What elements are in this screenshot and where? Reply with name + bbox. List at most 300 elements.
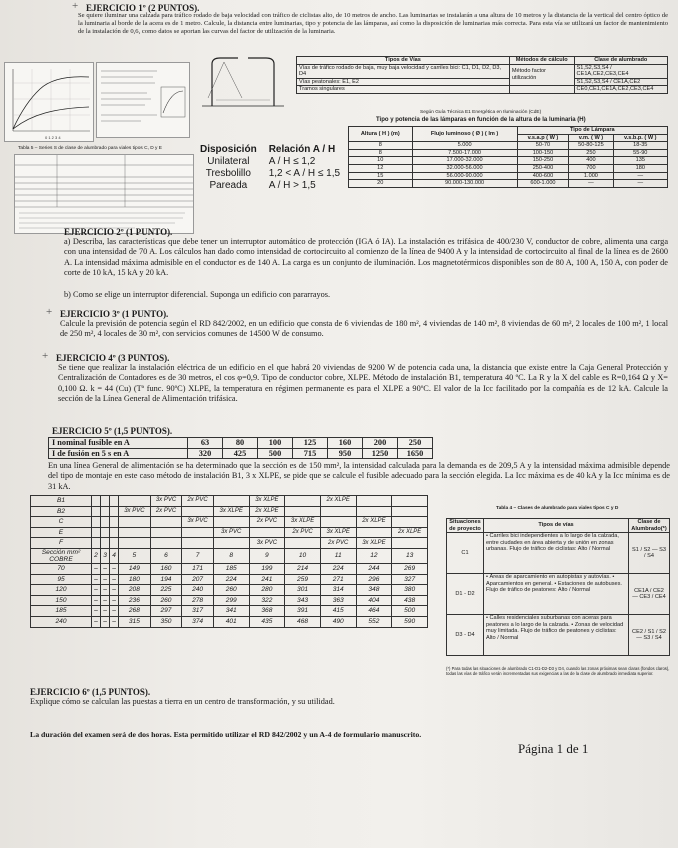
cable-column-number: 13: [392, 548, 428, 563]
cable-section-row: [31, 585, 428, 596]
cable-cell: 160: [150, 563, 182, 574]
cable-method-cell: [92, 506, 101, 517]
cable-cell: 194: [150, 574, 182, 585]
cable-cell: 404: [356, 595, 392, 606]
clases-situation: D1 - D2: [447, 574, 484, 615]
lamp-cell: 5.000: [412, 142, 517, 150]
cable-method-cell: [249, 527, 285, 538]
cable-cell: 208: [119, 585, 151, 596]
cable-cell: 296: [356, 574, 392, 585]
cable-cell: 225: [150, 585, 182, 596]
cable-method-cell: [92, 527, 101, 538]
cable-cell: 268: [119, 606, 151, 617]
cable-method-cell: [92, 496, 101, 507]
cable-cell: –: [101, 563, 110, 574]
cable-method-row: [31, 506, 428, 517]
clases-table-body: [447, 533, 670, 656]
lamp-cell: 400: [569, 157, 613, 165]
cable-cell: 368: [249, 606, 285, 617]
cable-method-cell: [356, 506, 392, 517]
ex6-title: EJERCICIO 6º (1,5 PUNTOS).: [30, 687, 151, 697]
cable-method-cell: [110, 496, 119, 507]
disposicion-table: [194, 144, 346, 192]
vias-header-1: Métodos de cálculo: [509, 57, 574, 65]
cable-method-cell: [101, 496, 110, 507]
cable-cell: 70: [31, 563, 92, 574]
fuse-table: [48, 437, 433, 459]
cable-cell: 314: [320, 585, 356, 596]
lamp-cell: 18-35: [613, 142, 667, 150]
page-number: Página 1 de 1: [518, 741, 589, 756]
lamp-cell: 90.000-130.000: [412, 180, 517, 188]
fuse-cell: 425: [223, 448, 258, 459]
cable-cell: 348: [356, 585, 392, 596]
cable-method-cell: 3x XLPE: [356, 538, 392, 549]
cable-method-cell: [119, 496, 151, 507]
cable-cell: 240: [182, 585, 214, 596]
cable-cell: 415: [320, 606, 356, 617]
lamp-table-body: [349, 142, 668, 188]
clases-table: [446, 518, 670, 656]
cable-cell: –: [110, 563, 119, 574]
cable-cell: 224: [320, 563, 356, 574]
ex3-title: EJERCICIO 3º (1 PUNTO).: [60, 309, 169, 319]
cable-cell: –: [92, 606, 101, 617]
cable-cell: 95: [31, 574, 92, 585]
clases-situation: C1: [447, 533, 484, 574]
clases-class: CE2 / S1 / S2 — S3 / S4: [629, 615, 670, 656]
cable-cell: 185: [31, 606, 92, 617]
lamp-cell: 20: [349, 180, 413, 188]
cable-cell: 317: [182, 606, 214, 617]
cable-method-cell: [392, 517, 428, 528]
clases-description: • Calles residenciales suburbanas con aceras para peatones a lo largo de la calzada. • Zonas de velocidad muy limitada. Flujo de tráfico de peatones y ciclistas: Alto / Normal: [484, 615, 629, 656]
lamp-cell: 55-90: [613, 149, 667, 157]
lamp-table-row: [349, 142, 668, 150]
cable-cell: –: [110, 595, 119, 606]
lamp-header-4: v.s.b.p. ( W ): [613, 134, 667, 142]
cable-method-cell: [119, 538, 151, 549]
cable-cell: –: [92, 563, 101, 574]
cable-cell: –: [101, 606, 110, 617]
cable-cell: 327: [392, 574, 428, 585]
fuse-cell: 1250: [363, 448, 398, 459]
cable-method-cell: [320, 517, 356, 528]
cable-method-cell: [110, 538, 119, 549]
lamp-table-row: [349, 149, 668, 157]
cable-cell: 490: [320, 616, 356, 627]
lamp-caption1: Según Guía Técnica E1 Energética en Iluminación (CdE): [420, 110, 542, 115]
cable-method-cell: [392, 506, 428, 517]
cable-method-cell: [182, 527, 214, 538]
cable-cell: 244: [356, 563, 392, 574]
cable-cell: 590: [392, 616, 428, 627]
cable-cell: –: [92, 595, 101, 606]
cable-cell: 180: [119, 574, 151, 585]
fuse-cell: 320: [188, 448, 223, 459]
lamp-cell: —: [613, 180, 667, 188]
cable-method-cell: 2x PVC: [285, 527, 321, 538]
fuse-row: [49, 438, 433, 449]
cable-method-cell: 2x XLPE: [320, 496, 356, 507]
cable-cell: 224: [213, 574, 249, 585]
cable-cell: 199: [249, 563, 285, 574]
lamp-cell: 12: [349, 164, 413, 172]
margin-cross-mark: +: [46, 306, 53, 318]
cable-cell: 315: [119, 616, 151, 627]
cable-cell: 343: [285, 595, 321, 606]
cable-method-cell: [150, 538, 182, 549]
lamp-cell: —: [569, 180, 613, 188]
lamp-cell: 50-70: [517, 142, 569, 150]
vias-cell: Vías de tráfico rodado de baja, muy baja velocidad y carriles bici: C1, D1, D2, D3, D4: [297, 64, 510, 78]
cable-cell: 207: [182, 574, 214, 585]
cable-column-number: 5: [119, 548, 151, 563]
disposicion-cell: A / H ≤ 1,2: [268, 156, 316, 167]
disposicion-cell: A / H > 1,5: [268, 180, 316, 191]
vias-header-0: Tipos de Vías: [297, 57, 510, 65]
cable-method-cell: [285, 506, 321, 517]
cable-method-cell: 3x PVC: [119, 506, 151, 517]
clases-situation: D3 - D4: [447, 615, 484, 656]
cable-method-cell: [213, 496, 249, 507]
lamp-cell: 250: [569, 149, 613, 157]
cable-method-cell: 3x XLPE: [213, 506, 249, 517]
lamp-group-header: Tipo de Lámpara: [517, 127, 667, 135]
ex6-body: Explique cómo se calculan las puestas a tierra en un centro de transformación, y su utilidad.: [30, 697, 335, 706]
lamp-cell: 180: [613, 164, 667, 172]
lamp-cell: 135: [613, 157, 667, 165]
cable-table-body: [31, 496, 428, 628]
cable-cell: 401: [213, 616, 249, 627]
lamp-cell: 56.000-90.000: [412, 172, 517, 180]
cable-cell: –: [92, 574, 101, 585]
cable-method-cell: [150, 517, 182, 528]
clases-header-0: Situaciones de proyecto: [447, 519, 484, 533]
cable-method-cell: [110, 517, 119, 528]
cable-method-cell: [213, 538, 249, 549]
clases-row: [447, 574, 670, 615]
cable-cell: 241: [249, 574, 285, 585]
lamp-cell: 32.000-56.000: [412, 164, 517, 172]
lamp-cell: 8: [349, 142, 413, 150]
cable-method-cell: [392, 496, 428, 507]
cable-cell: 150: [31, 595, 92, 606]
lamp-table-row: [349, 180, 668, 188]
cable-method-cell: 3x XLPE: [249, 496, 285, 507]
cable-capacity-table: [30, 495, 428, 628]
disposicion-header-0: Disposición: [200, 144, 257, 155]
lamp-header-2: v.s.a.p ( W ): [517, 134, 569, 142]
cable-method-cell: 2x PVC: [150, 506, 182, 517]
cable-column-number: 4: [110, 548, 119, 563]
ex5-body: En una línea General de alimentación se ha determinado que la sección es de 150 mm², la intensidad calculada para la demanda es de 209,5 A y la intensidad máxima admisible depende del tipo de montaje en este caso método de instalación B1, 3 x XLPE, se pide que se calcule el fusible adecuado para la sección elegida. La Icc máxima es de 40 kA y la Icc mínima es de 31 kA.: [48, 461, 670, 491]
cable-method-label: F: [31, 538, 92, 549]
cable-method-cell: [101, 538, 110, 549]
lamp-table: [348, 126, 668, 188]
cable-method-cell: [182, 538, 214, 549]
cable-method-cell: 3x XLPE: [320, 527, 356, 538]
cable-column-number: 12: [356, 548, 392, 563]
cable-cell: 438: [392, 595, 428, 606]
cable-cell: 380: [392, 585, 428, 596]
cable-cell: 280: [249, 585, 285, 596]
cable-cell: 240: [31, 616, 92, 627]
cable-cell: 214: [285, 563, 321, 574]
cable-method-cell: [150, 527, 182, 538]
cable-column-number: 3: [101, 548, 110, 563]
cable-method-cell: [110, 527, 119, 538]
fuse-cell: 1650: [398, 448, 433, 459]
cable-column-number: 2: [92, 548, 101, 563]
cable-method-label: E: [31, 527, 92, 538]
clases-row: [447, 615, 670, 656]
cable-cell: 500: [392, 606, 428, 617]
cable-cell: –: [101, 595, 110, 606]
fuse-cell: 950: [328, 448, 363, 459]
cable-cell: 435: [249, 616, 285, 627]
disposicion-cell: Pareada: [209, 180, 248, 191]
lamp-cell: 8: [349, 149, 413, 157]
cable-method-cell: [119, 527, 151, 538]
clases-header-2: Clase de Alumbrado(*): [629, 519, 670, 533]
ex2-part-a: a) Describa, las características que debe tener un interruptor automático de protección (IGA ó IA). La instalación es trifásica de 400/230 V, conductor de cobre, alimenta una carga con una intensidad de 70 A. Los cálculos han dado como intensidad de cortocircuito al comienzo de la línea de 9400 A y la intensidad de cortocircuito al final de la línea es de 2600 A. La intensidad máxima admisible en el conductor es de 140 A. La carga es un conjunto de iluminación. Los magnetotérmicos disponibles son de 80 A, 100 A, 150 A, con poder de corte de 10 kA, 15 kA y 20 kA.: [64, 237, 668, 277]
cable-method-cell: [213, 517, 249, 528]
ex1-body: Se quiere iluminar una calzada para tráfico rodado de baja velocidad con tráfico de ciclistas alto, de 10 metros de ancho. Las luminarias se instalarán a una altura de 10 metros y la distancia de la vertical del centro óptico de la luminaria al borde de la acera es de 1 metro. Calcule, la distancia entre luminarias, tipo y potencia de las lámparas, así como la disposición de luminarias más correcta. Para esta vía se utilizará un factor de mantenimiento de la instalación de 0,6, como datos se aportan las curvas del factor de utilización de la luminaria.: [78, 12, 668, 35]
lamp-cell: 50-80-125: [569, 142, 613, 150]
lamp-cell: 100-150: [517, 149, 569, 157]
cable-method-row: [31, 527, 428, 538]
lamp-cell: 17.000-32.000: [412, 157, 517, 165]
ex3-body: Calcule la previsión de potencia según el RD 842/2002, en un edificio que consta de 6 viviendas de 180 m², 4 viviendas de 140 m², 8 viviendas de 60 m², 2 locales de 100 m², 1 local de 250 m², 4 locales de 30 m², con servicios comunes de 14500 W de consumo.: [60, 319, 668, 339]
vias-cell: CE0,CE1,CE1A,CE2,CE3,CE4: [574, 86, 667, 94]
lamp-cell: 700: [569, 164, 613, 172]
cable-method-cell: 2x PVC: [320, 538, 356, 549]
cable-method-cell: [285, 496, 321, 507]
vias-cell: Método factor utilización: [509, 64, 574, 86]
vias-cell: Vías peatonales: E1, E2: [297, 78, 510, 86]
fuse-row-label: I nominal fusible en A: [49, 438, 188, 449]
ex1-title: EJERCICIO 1º (2 PUNTOS).: [86, 3, 200, 13]
cable-method-row: [31, 538, 428, 549]
cable-cell: –: [110, 616, 119, 627]
luminaire-data-figure: [96, 62, 190, 138]
ex2-part-b: b) Como se elige un interruptor diferencial. Suponga un edificio con pararrayos.: [64, 290, 331, 299]
section-label-text: Sección mm²: [41, 548, 81, 556]
vias-cell: Tramos singulares: [297, 86, 510, 94]
cable-method-cell: [101, 506, 110, 517]
cable-method-label: C: [31, 517, 92, 528]
cobre-label-text: COBRE: [49, 555, 73, 563]
lamp-cell: 7.500-17.000: [412, 149, 517, 157]
cable-cell: –: [101, 616, 110, 627]
fuse-cell: 200: [363, 438, 398, 449]
lamp-cell: 150-250: [517, 157, 569, 165]
fuse-cell: 500: [258, 448, 293, 459]
ex4-title: EJERCICIO 4º (3 PUNTOS).: [56, 353, 170, 363]
cable-column-header-row: [31, 548, 428, 563]
cable-method-cell: [320, 506, 356, 517]
cable-cell: 171: [182, 563, 214, 574]
ex5-title: EJERCICIO 5º (1,5 PUNTOS).: [52, 426, 173, 436]
cable-method-cell: [92, 517, 101, 528]
cable-cell: 341: [213, 606, 249, 617]
fuse-cell: 160: [328, 438, 363, 449]
cable-method-cell: 2x XLPE: [392, 527, 428, 538]
cable-cell: 260: [213, 585, 249, 596]
cable-section-row: [31, 595, 428, 606]
cable-cell: –: [110, 574, 119, 585]
cable-cell: 259: [285, 574, 321, 585]
lamp-header-0: Altura ( H ) (m): [349, 127, 413, 142]
cable-cell: –: [110, 585, 119, 596]
lamp-cell: 15: [349, 172, 413, 180]
cable-cell: 552: [356, 616, 392, 627]
cable-column-number: 11: [320, 548, 356, 563]
vias-cell: S1,S2,S3,S4 / CE1A,CE2,CE3,CE4: [574, 64, 667, 78]
utilization-curve-figure: [4, 62, 94, 142]
lamp-cell: 250-400: [517, 164, 569, 172]
cable-section-row: [31, 563, 428, 574]
cable-column-number: 10: [285, 548, 321, 563]
clases-note: (*) Para todas las situaciones de alumbrado C1-D1-D2-D3 y D4, cuando las zonas próximas sean claras (fondos claros), todas las vías de tráfico verán incrementadas sus exigencias a las de la clase de alumbrado inmediata superior.: [446, 666, 670, 676]
cable-method-cell: 2x XLPE: [356, 517, 392, 528]
svg-text:0 1 2 3 4: 0 1 2 3 4: [45, 135, 61, 140]
cable-method-cell: 2x PVC: [182, 496, 214, 507]
disposicion-cell: Tresbolillo: [205, 168, 251, 179]
cable-method-cell: 3x PVC: [182, 517, 214, 528]
fuse-row: [49, 448, 433, 459]
cable-method-cell: 2x PVC: [249, 517, 285, 528]
cable-cell: 301: [285, 585, 321, 596]
cable-cell: 278: [182, 595, 214, 606]
vias-cell: [509, 86, 574, 94]
cable-cell: 464: [356, 606, 392, 617]
clases-description: • Carriles bici independientes a lo largo de la calzada, entre ciudades en área abierta y de unión en zonas urbanas. Flujo de tráfico de ciclistas: Alto / Normal: [484, 533, 629, 574]
cable-cell: 299: [213, 595, 249, 606]
cable-section-label: [31, 548, 92, 563]
table5-figure: [14, 154, 194, 234]
clases-class: S1 / S2 — S3 / S4: [629, 533, 670, 574]
lamp-table-row: [349, 157, 668, 165]
cable-method-cell: [285, 538, 321, 549]
cable-cell: 297: [150, 606, 182, 617]
lamp-cell: 400-600: [517, 172, 569, 180]
ex4-body: Se tiene que realizar la instalación eléctrica de un edificio en el que habrá 20 viviendas de 9200 W de potencia cada una, la distancia que existe entre la Caja General Protección y Centralización de Contadores es de 30 metros, el cos φ=0,9. Tipo de conductor cobre, XLPE. Método de instalación B1, temperatura 40 ºC. La R y la X del cable es R=0,164 Ω y X= 0,100 Ω. k = 44 (Cu) (Tª func. 90ºC) XLPE, la temperatura en régimen permanente es para el XLPE a 90ºC. El valor de la Icc facilitado por la compañía es de 12 kA. Calcule la sección de la Línea General de Alimentación trifásica.: [58, 363, 668, 403]
cable-method-cell: [92, 538, 101, 549]
cable-method-cell: 3x PVC: [249, 538, 285, 549]
cable-cell: 269: [392, 563, 428, 574]
fuse-table-body: [49, 438, 433, 459]
cable-cell: –: [101, 574, 110, 585]
cable-cell: 120: [31, 585, 92, 596]
cable-column-number: 8: [213, 548, 249, 563]
cable-section-row: [31, 616, 428, 627]
cable-cell: 391: [285, 606, 321, 617]
cable-method-cell: [119, 517, 151, 528]
clases-title: Tabla 4 – Clases de alumbrado para viales tipos C y D: [496, 506, 619, 511]
cable-cell: 236: [119, 595, 151, 606]
fuse-cell: 715: [293, 448, 328, 459]
cable-column-number: 9: [249, 548, 285, 563]
cable-section-row: [31, 574, 428, 585]
disposicion-cell: Unilateral: [207, 156, 250, 167]
cable-method-cell: 2x XLPE: [249, 506, 285, 517]
vias-table: [296, 56, 668, 94]
cable-method-cell: [101, 527, 110, 538]
lamp-table-row: [349, 164, 668, 172]
lamp-cell: 10: [349, 157, 413, 165]
fuse-cell: 100: [258, 438, 293, 449]
vias-header-2: Clase de alumbrado: [574, 57, 667, 65]
cable-cell: 271: [320, 574, 356, 585]
fuse-cell: 125: [293, 438, 328, 449]
cable-method-cell: [110, 506, 119, 517]
cable-method-cell: [101, 517, 110, 528]
disposicion-header-1: Relación A / H: [268, 144, 336, 155]
exam-duration-note: La duración del examen será de dos horas. Esta permitido utilizar el RD 842/2002 y un A-4 de formulario manuscrito.: [30, 730, 422, 739]
cable-cell: 185: [213, 563, 249, 574]
cable-method-cell: [392, 538, 428, 549]
clases-description: • Áreas de aparcamiento en autopistas y autovías. • Aparcamientos en general. • Estaciones de autobuses. Flujo de tráfico de peatones: Alto / Normal: [484, 574, 629, 615]
cable-cell: 363: [320, 595, 356, 606]
cable-method-cell: [356, 527, 392, 538]
disposicion-cell: 1,2 < A / H ≤ 1,5: [268, 168, 341, 179]
cable-method-label: B2: [31, 506, 92, 517]
cable-cell: –: [92, 585, 101, 596]
margin-cross-mark: +: [72, 0, 79, 12]
cable-cell: 350: [150, 616, 182, 627]
vias-cell: S1,S2,S3,S4 / CE1A,CE2: [574, 78, 667, 86]
cable-cell: 260: [150, 595, 182, 606]
cable-cell: 149: [119, 563, 151, 574]
cable-cell: –: [101, 585, 110, 596]
cable-cell: –: [92, 616, 101, 627]
fuse-cell: 250: [398, 438, 433, 449]
clases-row: [447, 533, 670, 574]
cable-method-cell: [182, 506, 214, 517]
fuse-cell: 80: [223, 438, 258, 449]
table5-caption: Tabla 5 – Series S de clase de alumbrado para viales tipos C, D y E: [18, 146, 162, 151]
cable-column-number: 6: [150, 548, 182, 563]
cable-method-label: B1: [31, 496, 92, 507]
cable-cell: 374: [182, 616, 214, 627]
lamp-caption2: Tipo y potencia de las lámparas en función de la altura de la luminaria (H): [376, 117, 586, 123]
lamp-header-1: Flujo luminoso ( Ø ) ( lm ): [412, 127, 517, 142]
fuse-cell: 63: [188, 438, 223, 449]
cable-method-cell: 3x PVC: [213, 527, 249, 538]
cable-section-row: [31, 606, 428, 617]
lamp-header-3: v.m. ( W ): [569, 134, 613, 142]
clases-header-1: Tipos de vías: [484, 519, 629, 533]
margin-cross-mark: +: [42, 350, 49, 362]
fuse-row-label: I de fusión en 5 s en A: [49, 448, 188, 459]
cable-cell: –: [110, 606, 119, 617]
lamp-cell: —: [613, 172, 667, 180]
street-lamp-diagram: [198, 54, 288, 110]
ex2-title: EJERCICIO 2º (1 PUNTO).: [64, 227, 173, 237]
lamp-table-row: [349, 172, 668, 180]
cable-column-number: 7: [182, 548, 214, 563]
cable-cell: 468: [285, 616, 321, 627]
cable-method-row: [31, 517, 428, 528]
cable-method-cell: 3x PVC: [150, 496, 182, 507]
lamp-cell: 600-1.000: [517, 180, 569, 188]
cable-method-cell: 3x XLPE: [285, 517, 321, 528]
cable-cell: 322: [249, 595, 285, 606]
cable-method-cell: [356, 496, 392, 507]
lamp-cell: 1.000: [569, 172, 613, 180]
